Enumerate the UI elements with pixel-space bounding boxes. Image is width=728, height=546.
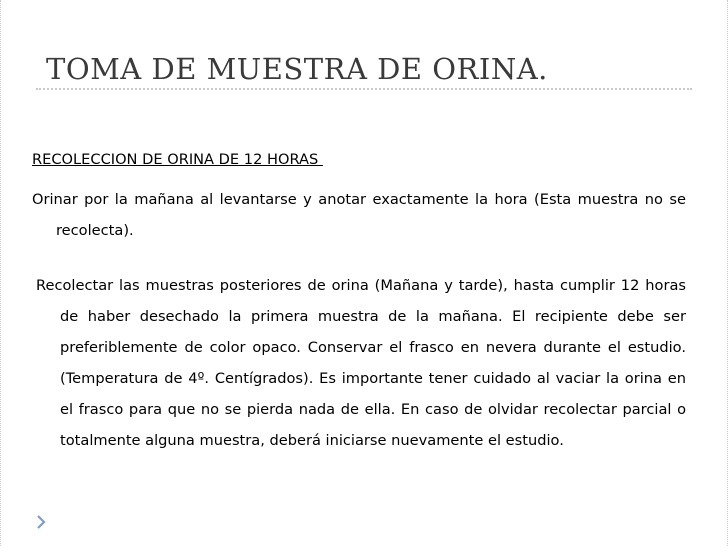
paragraph-2-line: de haber desechado la primera muestra de la mañana. El recipiente debe ser [60,308,686,325]
paragraph-2 [36,270,686,456]
paragraph-1-line: recolecta). [56,222,134,239]
paragraph-1-line: Orinar por la mañana al levantarse y anotar exactamente la hora (Esta muestra no se [32,191,686,208]
slide-body [32,150,686,449]
section-heading: RECOLECCION DE ORINA DE 12 HORAS [32,151,323,168]
paragraph-2-line: (Temperatura de 4º. Centígrados). Es importante tener cuidado al vaciar la orina en [60,370,686,387]
slide-title: TOMA DE MUESTRA DE ORINA. [46,52,548,86]
left-border [0,0,1,546]
paragraph-1 [32,184,686,246]
title-divider [36,88,692,90]
paragraph-2-line: Recolectar las muestras posteriores de orina (Mañana y tarde), hasta cumplir 12 horas [36,277,686,294]
paragraph-2-line: totalmente alguna muestra, deberá iniciarse nuevamente el estudio. [60,432,564,449]
chevron-bullet-icon [36,515,46,529]
paragraph-2-line: el frasco para que no se pierda nada de ella. En caso de olvidar recolectar parcial o [60,401,686,418]
paragraph-2-line: preferiblemente de color opaco. Conservar el frasco en nevera durante el estudio. [60,339,686,356]
